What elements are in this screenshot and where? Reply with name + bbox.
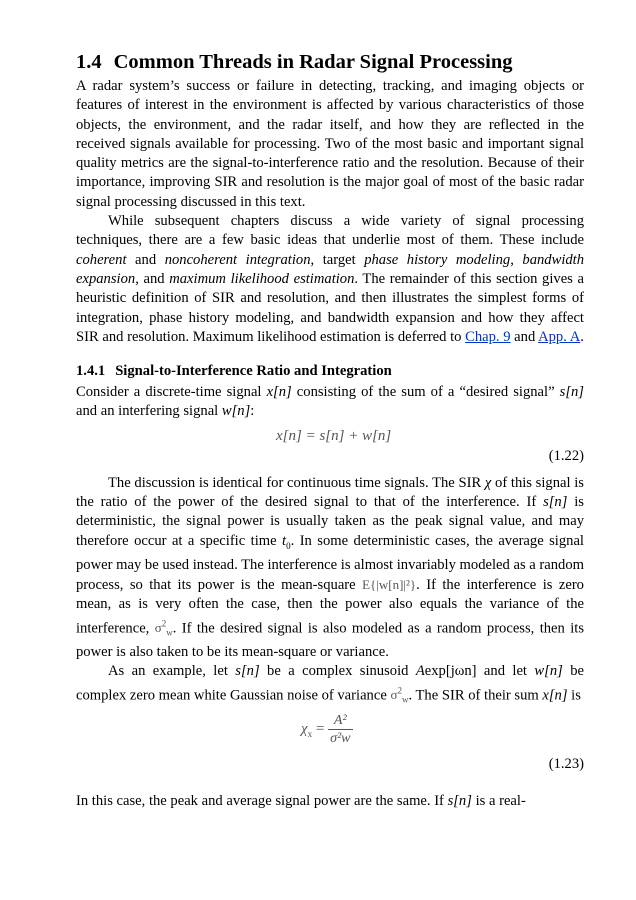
subsection-title: Signal-to-Interference Ratio and Integration — [115, 363, 392, 380]
chap-9-link[interactable]: Chap. 9 — [465, 328, 511, 345]
page-content — [76, 50, 584, 811]
equation-1-22-number: (1.22) — [548, 447, 584, 464]
subsection-number: 1.4.1 — [76, 363, 106, 380]
subsection-paragraph-3: As an example, let s[n] be a complex sinusoid Aexp[jωn] and let w[n] be complex zero mean white Gaussian noise of variance $\sigma^2_w$. The SIR of their sum x[n] is — [76, 663, 584, 705]
section-number: 1.4 — [76, 51, 102, 73]
subsection-heading — [76, 361, 584, 381]
equation-1-23-formula: $\chi_x$ = $\frac{\text{A²}}{\text{σ²w}}$ — [301, 712, 351, 746]
section-paragraph-2: While subsequent chapters discuss a wide variety of signal processing techniques, there are a few basic ideas that underlie most of them. These include coherent and noncoherent integration, target phase history modeling, bandwidth expansion, and maximum likelihood estimation. The remainder of this section gives a heuristic definition of SIR and resolution, and then illustrates the simplest forms of integration, phase history modeling, and bandwidth expansion and how they affect SIR and resolution. Maximum likelihood estimation is deferred to Chap. 9 and App. A. — [76, 213, 585, 345]
equation-1-23 — [76, 712, 584, 782]
subsection-paragraph-1: Consider a discrete-time signal x[n] consisting of the sum of a “desired signal” s[n] and an interfering signal w[n]: — [76, 384, 584, 420]
subsection-paragraph-4: In this case, the peak and average signal power are the same. If s[n] is a real- — [76, 792, 526, 809]
equation-1-22 — [76, 422, 584, 474]
equation-1-22-formula: x[n] = s[n] + w[n] — [276, 427, 392, 444]
app-a-link[interactable]: App. A — [538, 328, 581, 345]
subsection-paragraph-2: The discussion is identical for continuous time signals. The SIR χ of this signal is the ratio of the power of the desired signal to that of the interference. If s[n] is deterministic, the signal power is usually taken as the peak signal value, and may therefore occur at a specific time $t_0$. In some deterministic cases, the average signal power may be used instead. The interference is almost invariably modeled as a random process, so that its power is the mean-square E{|w[n]|²}. If the interference is zero mean, as is very often the case, then the power also equals the variance of the interference, $\sigma^2_w$. If the desired signal is also modeled as a random process, then its power is also taken to be its mean-square or variance. — [76, 474, 585, 660]
section-title: Common Threads in Radar Signal Processing — [113, 51, 513, 73]
equation-1-23-number: (1.23) — [548, 755, 584, 772]
section-heading — [76, 50, 584, 74]
section-paragraph-1: A radar system’s success or failure in detecting, tracking, and imaging objects or features of interest in the environment is affected by various characteristics of those objects, the environment, and the radar itself, and how they are reflected in the received signals available for processing. Two of the most basic and important signal quality metrics are the signal-to-interference ratio and the resolution. Because of their importance, improving SIR and resolution is the major goal of most of the basic radar signal processing discussed in this text. — [76, 78, 584, 210]
